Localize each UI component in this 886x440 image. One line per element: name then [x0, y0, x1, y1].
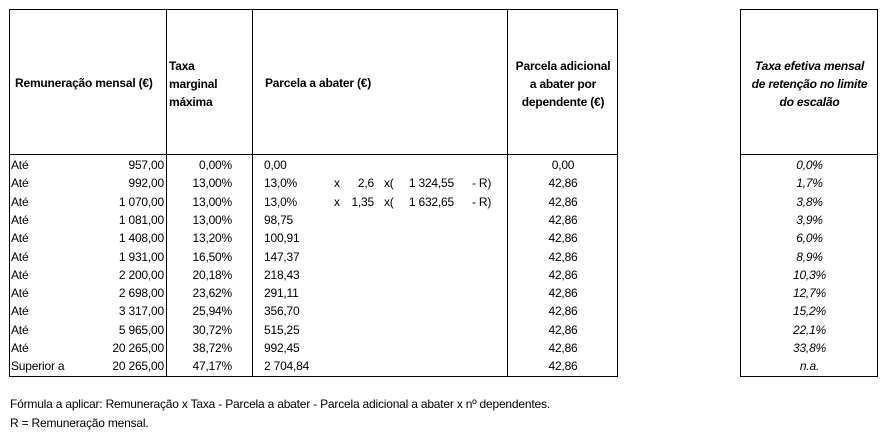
- row-efetiva: 33,8%: [792, 341, 827, 355]
- row-taxa: 20,18%: [192, 267, 232, 282]
- row-adicional: 42,86: [548, 359, 578, 374]
- row-parcela: 0,00: [264, 158, 287, 172]
- row-remuneracao: 2 200,00: [118, 267, 164, 282]
- formula-times: x: [334, 176, 340, 191]
- header-efetiva: Taxa efetiva mensal de retenção no limite do escalão: [751, 59, 868, 109]
- table-row: [0, 357, 886, 375]
- row-efetiva: 22,1%: [792, 322, 827, 337]
- row-remuneracao: 20 265,00: [112, 359, 164, 374]
- row-adicional: 42,86: [548, 212, 578, 227]
- row-parcela: 100,91: [264, 231, 300, 246]
- row-efetiva: 1,7%: [796, 176, 823, 191]
- row-efetiva: n.a.: [799, 359, 820, 374]
- row-label: Superior a: [11, 359, 65, 374]
- row-label: Até: [11, 286, 29, 301]
- formula-multiplier: 1,35: [351, 194, 374, 209]
- row-taxa: 0,00%: [198, 158, 232, 172]
- row-efetiva: 6,0%: [796, 231, 823, 246]
- row-adicional: 42,86: [548, 341, 578, 355]
- table-row: [0, 284, 886, 302]
- row-adicional: 42,86: [548, 304, 578, 319]
- row-taxa: 13,20%: [192, 231, 232, 246]
- row-adicional: 42,86: [548, 322, 578, 337]
- row-parcela: 98,75: [264, 212, 294, 227]
- row-adicional: 42,86: [548, 249, 578, 264]
- formula-multiplier: 2,6: [357, 176, 374, 191]
- row-taxa: 47,17%: [192, 359, 232, 374]
- row-efetiva: 10,3%: [792, 267, 827, 282]
- main-header-divider: [9, 154, 618, 155]
- formula-close: - R): [472, 194, 492, 209]
- row-remuneracao: 1 931,00: [118, 249, 164, 264]
- row-label: Até: [11, 322, 29, 337]
- row-efetiva: 3,9%: [796, 212, 823, 227]
- row-label: Até: [11, 267, 29, 282]
- row-efetiva: 8,9%: [796, 249, 823, 264]
- row-adicional: 0,00: [551, 158, 575, 172]
- row-adicional: 42,86: [548, 267, 578, 282]
- table-row: [0, 229, 886, 247]
- r-definition-note: R = Remuneração mensal.: [10, 416, 149, 430]
- table-row: [0, 302, 886, 320]
- row-remuneracao: 20 265,00: [112, 341, 164, 355]
- row-label: Até: [11, 231, 29, 246]
- row-taxa: 25,94%: [192, 304, 232, 319]
- formula-times: x: [334, 194, 340, 209]
- row-remuneracao: 1 408,00: [118, 231, 164, 246]
- row-taxa: 13,00%: [192, 194, 232, 209]
- row-parcela: 356,70: [264, 304, 300, 319]
- row-parcela: 218,43: [264, 267, 300, 282]
- formula-value: 1 632,65: [408, 194, 454, 209]
- row-remuneracao: 3 317,00: [118, 304, 164, 319]
- row-efetiva: 12,7%: [792, 286, 827, 301]
- row-parcela: 2 704,84: [264, 359, 310, 374]
- row-efetiva: 3,8%: [796, 194, 823, 209]
- table-row: [0, 193, 886, 211]
- row-label: Até: [11, 304, 29, 319]
- row-parcela: 291,11: [264, 286, 299, 301]
- row-taxa: 23,62%: [192, 286, 232, 301]
- formula-open: x(: [384, 176, 394, 191]
- row-taxa: 13,00%: [192, 176, 232, 191]
- row-adicional: 42,86: [548, 286, 578, 301]
- row-remuneracao: 2 698,00: [118, 286, 164, 301]
- row-adicional: 42,86: [548, 194, 578, 209]
- row-efetiva: 15,2%: [792, 304, 827, 319]
- row-label: Até: [11, 158, 29, 172]
- row-parcela: 147,37: [264, 249, 300, 264]
- header-parcela: Parcela a abater (€): [265, 76, 372, 90]
- table-row: [0, 248, 886, 266]
- row-remuneracao: 1 070,00: [118, 194, 164, 209]
- row-taxa: 30,72%: [192, 322, 232, 337]
- row-parcela: 515,25: [264, 322, 300, 337]
- row-label: Até: [11, 176, 29, 191]
- row-label: Até: [11, 212, 29, 227]
- row-parcela: 992,45: [264, 341, 300, 355]
- row-remuneracao: 5 965,00: [118, 322, 164, 337]
- formula-open: x(: [384, 194, 394, 209]
- row-remuneracao: 1 081,00: [118, 212, 164, 227]
- row-remuneracao: 992,00: [128, 176, 164, 191]
- formula-close: - R): [472, 176, 492, 191]
- header-taxa: Taxa marginal máxima: [169, 59, 218, 109]
- table-row: [0, 174, 886, 192]
- row-taxa: 13,00%: [192, 212, 232, 227]
- table-row: [0, 266, 886, 284]
- row-parcela: 13,0%: [264, 194, 298, 209]
- right-header-divider: [740, 154, 878, 155]
- header-adicional: Parcela adicional a abater por dependente (€): [515, 59, 611, 109]
- table-row: [0, 211, 886, 229]
- row-taxa: 16,50%: [192, 249, 232, 264]
- row-parcela: 13,0%: [264, 176, 298, 191]
- row-label: Até: [11, 194, 29, 209]
- row-label: Até: [11, 341, 29, 355]
- header-remuneracao: Remuneração mensal (€): [15, 76, 153, 90]
- row-adicional: 42,86: [548, 176, 578, 191]
- table-row: [0, 339, 886, 357]
- formula-value: 1 324,55: [408, 176, 454, 191]
- row-efetiva: 0,0%: [796, 158, 823, 172]
- table-row: [0, 321, 886, 339]
- row-label: Até: [11, 249, 29, 264]
- row-taxa: 38,72%: [192, 341, 232, 355]
- row-adicional: 42,86: [548, 231, 578, 246]
- formula-note: Fórmula a aplicar: Remuneração x Taxa - Parcela a abater - Parcela adicional a abater x nº dependentes.: [10, 397, 550, 411]
- row-remuneracao: 957,00: [128, 158, 164, 172]
- table-row: [0, 156, 886, 174]
